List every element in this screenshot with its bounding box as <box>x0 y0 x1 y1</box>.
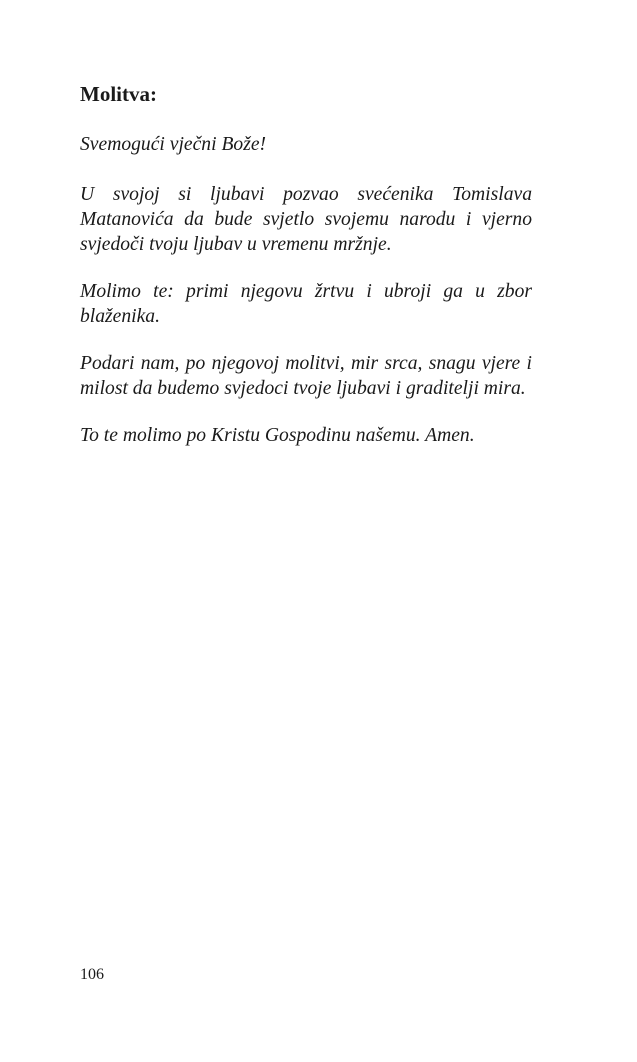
prayer-paragraph: Podari nam, po njegovoj molitvi, mir srca, snagu vjere i milost da budemo svjedoci tvoje ljubavi i graditelji mira. <box>80 353 532 399</box>
prayer-paragraph: U svojoj si ljubavi pozvao svećenika Tomislava Matanovića da bude svjetlo svojemu narodu i vjerno svjedoči tvoju ljubav u vremenu mržnje. <box>80 184 532 255</box>
page-number: 106 <box>80 966 104 983</box>
prayer-closing: To te molimo po Kristu Gospodinu našemu. Amen. <box>80 425 475 446</box>
prayer-text <box>80 132 532 470</box>
prayer-heading: Molitva: <box>80 82 157 106</box>
prayer-invocation: Svemogući vječni Bože! <box>80 134 267 155</box>
book-page <box>80 0 532 1062</box>
prayer-paragraph: Molimo te: primi njegovu žrtvu i ubroji ga u zbor blaženika. <box>80 281 532 327</box>
